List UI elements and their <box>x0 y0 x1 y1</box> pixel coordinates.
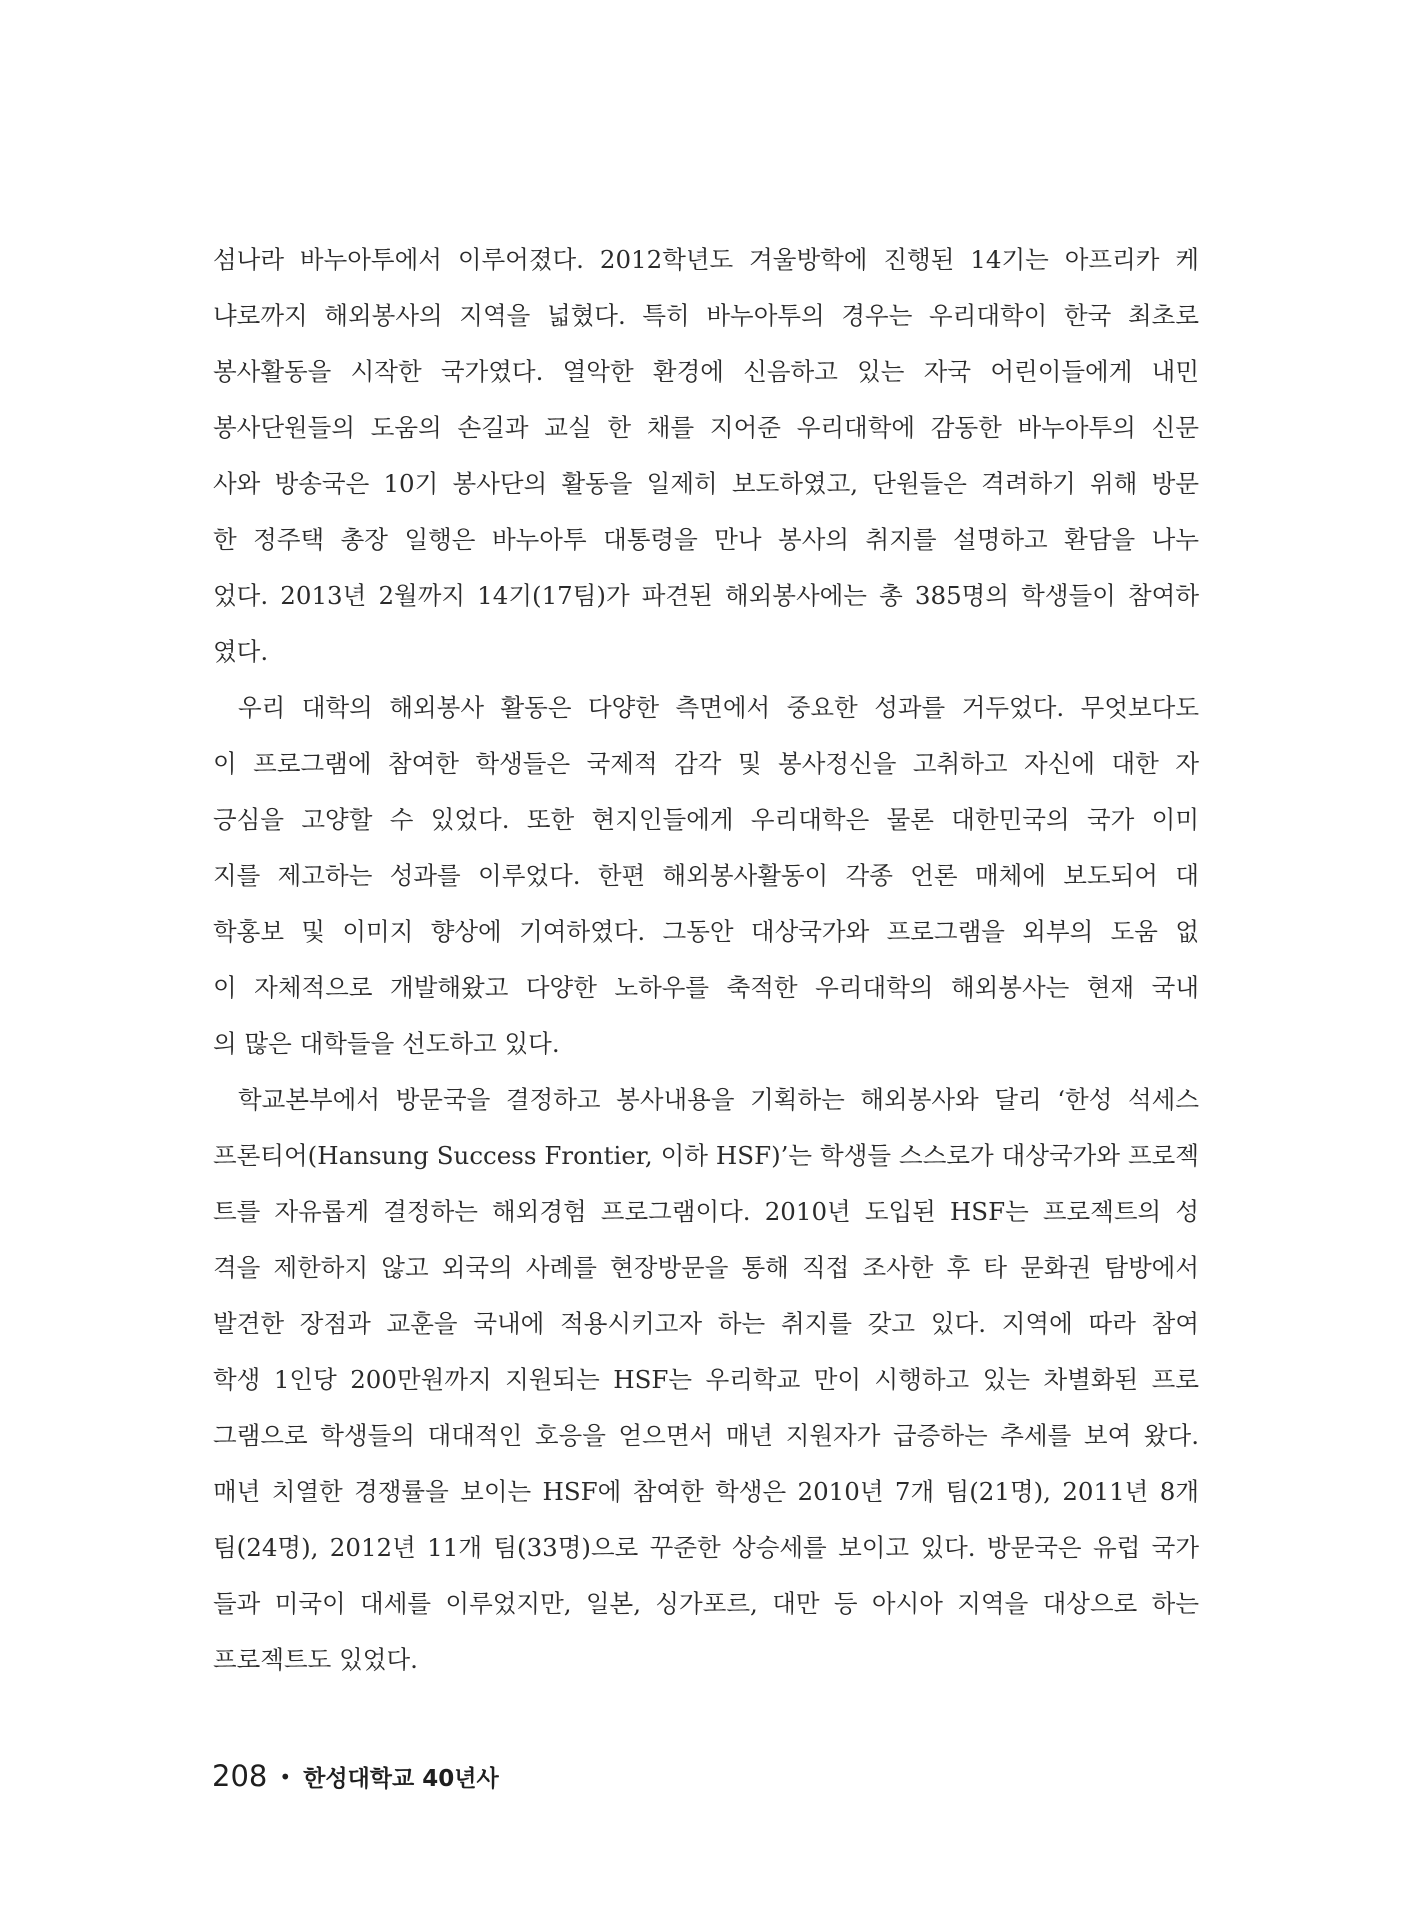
paragraph <box>213 680 1199 1072</box>
text-line: 팀(24명), 2012년 11개 팀(33명)으로 꾸준한 상승세를 보이고 있다. 방문국은 유럽 국가 <box>213 1533 1199 1562</box>
text-line: 우리 대학의 해외봉사 활동은 다양한 측면에서 중요한 성과를 거두었다. 무엇보다도 <box>238 693 1199 722</box>
text-line: 프론티어(Hansung Success Frontier, 이하 HSF)’는 학생들 스스로가 대상국가와 프로젝 <box>213 1141 1199 1170</box>
body-text <box>213 232 1199 1688</box>
text-line: 학홍보 및 이미지 향상에 기여하였다. 그동안 대상국가와 프로그램을 외부의 도움 없 <box>213 917 1199 946</box>
text-line: 의 많은 대학들을 선도하고 있다. <box>213 1029 560 1058</box>
text-line: 들과 미국이 대세를 이루었지만, 일본, 싱가포르, 대만 등 아시아 지역을 대상으로 하는 <box>213 1589 1199 1618</box>
text-line: 격을 제한하지 않고 외국의 사례를 현장방문을 통해 직접 조사한 후 타 문화권 탐방에서 <box>213 1253 1199 1282</box>
text-line: 한 정주택 총장 일행은 바누아투 대통령을 만나 봉사의 취지를 설명하고 환담을 나누 <box>213 525 1199 554</box>
text-line: 매년 치열한 경쟁률을 보이는 HSF에 참여한 학생은 2010년 7개 팀(21명), 2011년 8개 <box>213 1477 1199 1506</box>
text-line: 발견한 장점과 교훈을 국내에 적용시키고자 하는 취지를 갖고 있다. 지역에 따라 참여 <box>213 1309 1199 1338</box>
text-line: 봉사단원들의 도움의 손길과 교실 한 채를 지어준 우리대학에 감동한 바누아투의 신문 <box>213 413 1199 442</box>
page-footer <box>212 1756 499 1796</box>
text-line: 학교본부에서 방문국을 결정하고 봉사내용을 기획하는 해외봉사와 달리 ‘한성 석세스 <box>238 1085 1199 1114</box>
paragraph <box>213 232 1199 680</box>
text-line: 그램으로 학생들의 대대적인 호응을 얻으면서 매년 지원자가 급증하는 추세를 보여 왔다. <box>213 1421 1199 1450</box>
text-line: 냐로까지 해외봉사의 지역을 넓혔다. 특히 바누아투의 경우는 우리대학이 한국 최초로 <box>213 301 1199 330</box>
text-line: 이 프로그램에 참여한 학생들은 국제적 감각 및 봉사정신을 고취하고 자신에 대한 자 <box>213 749 1199 778</box>
text-line: 트를 자유롭게 결정하는 해외경험 프로그램이다. 2010년 도입된 HSF는 프로젝트의 성 <box>213 1197 1199 1226</box>
paragraph <box>213 1072 1199 1688</box>
text-line: 학생 1인당 200만원까지 지원되는 HSF는 우리학교 만이 시행하고 있는 차별화된 프로 <box>213 1365 1199 1394</box>
text-line: 이 자체적으로 개발해왔고 다양한 노하우를 축적한 우리대학의 해외봉사는 현재 국내 <box>213 973 1199 1002</box>
text-line: 긍심을 고양할 수 있었다. 또한 현지인들에게 우리대학은 물론 대한민국의 국가 이미 <box>213 805 1199 834</box>
text-line: 지를 제고하는 성과를 이루었다. 한편 해외봉사활동이 각종 언론 매체에 보도되어 대 <box>213 861 1199 890</box>
book-title: 한성대학교 40년사 <box>303 1766 499 1792</box>
text-line: 였다. <box>213 637 269 666</box>
text-line: 사와 방송국은 10기 봉사단의 활동을 일제히 보도하였고, 단원들은 격려하기 위해 방문 <box>213 469 1199 498</box>
text-line: 프로젝트도 있었다. <box>213 1645 418 1674</box>
page-number: 208 <box>212 1759 268 1793</box>
text-line: 섬나라 바누아투에서 이루어졌다. 2012학년도 겨울방학에 진행된 14기는 아프리카 케 <box>213 245 1199 274</box>
bullet-separator: • <box>279 1765 292 1789</box>
text-line: 었다. 2013년 2월까지 14기(17팀)가 파견된 해외봉사에는 총 385명의 학생들이 참여하 <box>213 581 1199 610</box>
text-line: 봉사활동을 시작한 국가였다. 열악한 환경에 신음하고 있는 자국 어린이들에게 내민 <box>213 357 1199 386</box>
